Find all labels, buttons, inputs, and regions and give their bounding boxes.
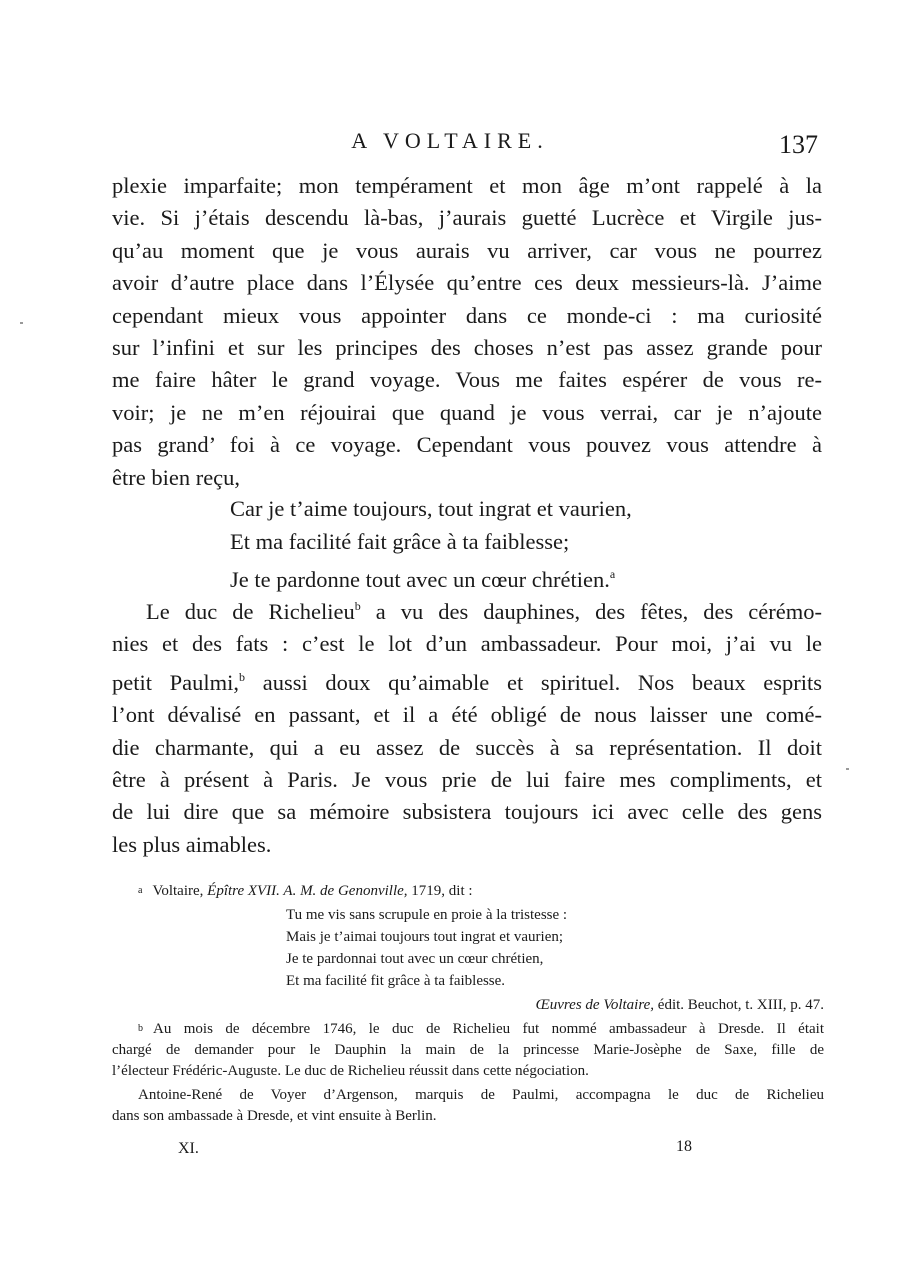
text-line: les plus aimables. xyxy=(112,831,272,857)
text-line xyxy=(112,590,822,628)
text-line: être à présent à Paris. Je vous prie de lui faire mes compliments, et xyxy=(112,767,822,793)
text-run: Au mois de décembre 1746, le duc de Richelieu fut nommé ambassadeur à Dresde. Il était xyxy=(153,1021,824,1037)
verse-line: Et ma facilité fait grâce à ta faiblesse; xyxy=(230,528,570,554)
footnote-source xyxy=(536,995,824,1016)
paragraph-1 xyxy=(112,170,822,494)
footnote-verse-line: Je te pardonnai tout avec un cœur chrétien, xyxy=(286,951,544,967)
text-line: l’ont dévalisé en passant, et il a été obligé de nous laisser une comé- xyxy=(112,702,822,728)
footnote-verse-line: Et ma facilité fit grâce à ta faiblesse. xyxy=(286,973,506,989)
footnote-line xyxy=(112,1019,824,1040)
text-line: avoir d’autre place dans l’Élysée qu’entre ces deux messieurs-là. J’aime xyxy=(112,270,822,296)
footnote-a-intro xyxy=(112,881,473,902)
footnote-marker: b xyxy=(138,1023,143,1034)
footnote-marker: b xyxy=(354,599,361,613)
text-line: sur l’infini et sur les principes des choses n’est pas assez grande pour xyxy=(112,335,822,361)
text-line xyxy=(112,661,822,699)
footnote-verse-line: Mais je t’aimai toujours tout ingrat et vaurien; xyxy=(286,929,564,945)
header-title: A VOLTAIRE. xyxy=(351,128,549,153)
text-line: die charmante, qui a eu assez de succès à sa représentation. Il doit xyxy=(112,734,822,760)
text-run: Le duc de Richelieu xyxy=(146,599,355,624)
page-number: 137 xyxy=(779,130,818,159)
paragraph-2 xyxy=(112,590,822,861)
text-run: Voltaire, xyxy=(152,883,208,899)
work-title: Œuvres de Voltaire, xyxy=(535,997,655,1013)
text-line: nies et des fats : c’est le lot d’un ambassadeur. Pour moi, j’ai vu le xyxy=(112,631,822,657)
footnote-line: l’électeur Frédéric-Auguste. Le duc de Richelieu réussit dans cette négociation. xyxy=(112,1062,589,1079)
signature-mark: 18 xyxy=(676,1138,692,1155)
text-line: qu’au moment que je vous aurais vu arriver, car vous ne pourrez xyxy=(112,237,822,263)
text-line: voir; je ne m’en réjouirai que quand je vous verrai, car je n’ajoute xyxy=(112,399,822,425)
footnote-line: chargé de demander pour le Dauphin la main de la princesse Marie-Josèphe de Saxe, fille de xyxy=(112,1041,824,1058)
text-run: édit. Beuchot, t. XIII, p. 47. xyxy=(654,997,824,1013)
footnote-line: dans son ambassade à Dresde, et vint ensuite à Berlin. xyxy=(112,1108,437,1125)
scan-speck xyxy=(20,322,23,324)
footnote-line: Antoine-René de Voyer d’Argenson, marquis de Paulmi, accompagna le duc de Richelieu xyxy=(138,1087,824,1104)
text-line: vie. Si j’étais descendu là-bas, j’aurais guetté Lucrèce et Virgile jus- xyxy=(112,205,822,231)
text-line: me faire hâter le grand voyage. Vous me faites espérer de vous re- xyxy=(112,367,822,393)
scan-speck xyxy=(846,768,849,770)
text-line: plexie imparfaite; mon tempérament et mon âge m’ont rappelé à la xyxy=(112,173,822,198)
work-title: Épître XVII. A. M. de Genonville, xyxy=(207,883,408,899)
text-line: cependant mieux vous appointer dans ce monde-ci : ma curiosité xyxy=(112,302,822,328)
text-line: pas grand’ foi à ce voyage. Cependant vous pouvez vous attendre à xyxy=(112,432,822,458)
footnote-marker: a xyxy=(138,885,143,896)
verse-line: Car je t’aime toujours, tout ingrat et vaurien, xyxy=(230,496,632,521)
verse-quote xyxy=(230,493,632,597)
footnote-b xyxy=(112,1019,824,1127)
text-run: a vu des dauphines, des fêtes, des cérémo- xyxy=(360,599,822,624)
footnote-marker: b xyxy=(239,669,246,684)
footnote-verse-line: Tu me vis sans scrupule en proie à la tristesse : xyxy=(286,907,568,923)
footnote-marker: a xyxy=(609,567,616,581)
volume-number: XI. xyxy=(178,1140,199,1157)
text-run: petit Paulmi, xyxy=(112,669,240,695)
verse-line-text: Je te pardonne tout avec un cœur chrétien. xyxy=(230,567,610,592)
text-line: être bien reçu, xyxy=(112,464,241,490)
text-line: de lui dire que sa mémoire subsistera toujours ici avec celle des gens xyxy=(112,799,822,825)
text-run: aussi doux qu’aimable et spirituel. Nos beaux esprits xyxy=(245,669,822,695)
text-run: 1719, dit : xyxy=(407,883,473,899)
